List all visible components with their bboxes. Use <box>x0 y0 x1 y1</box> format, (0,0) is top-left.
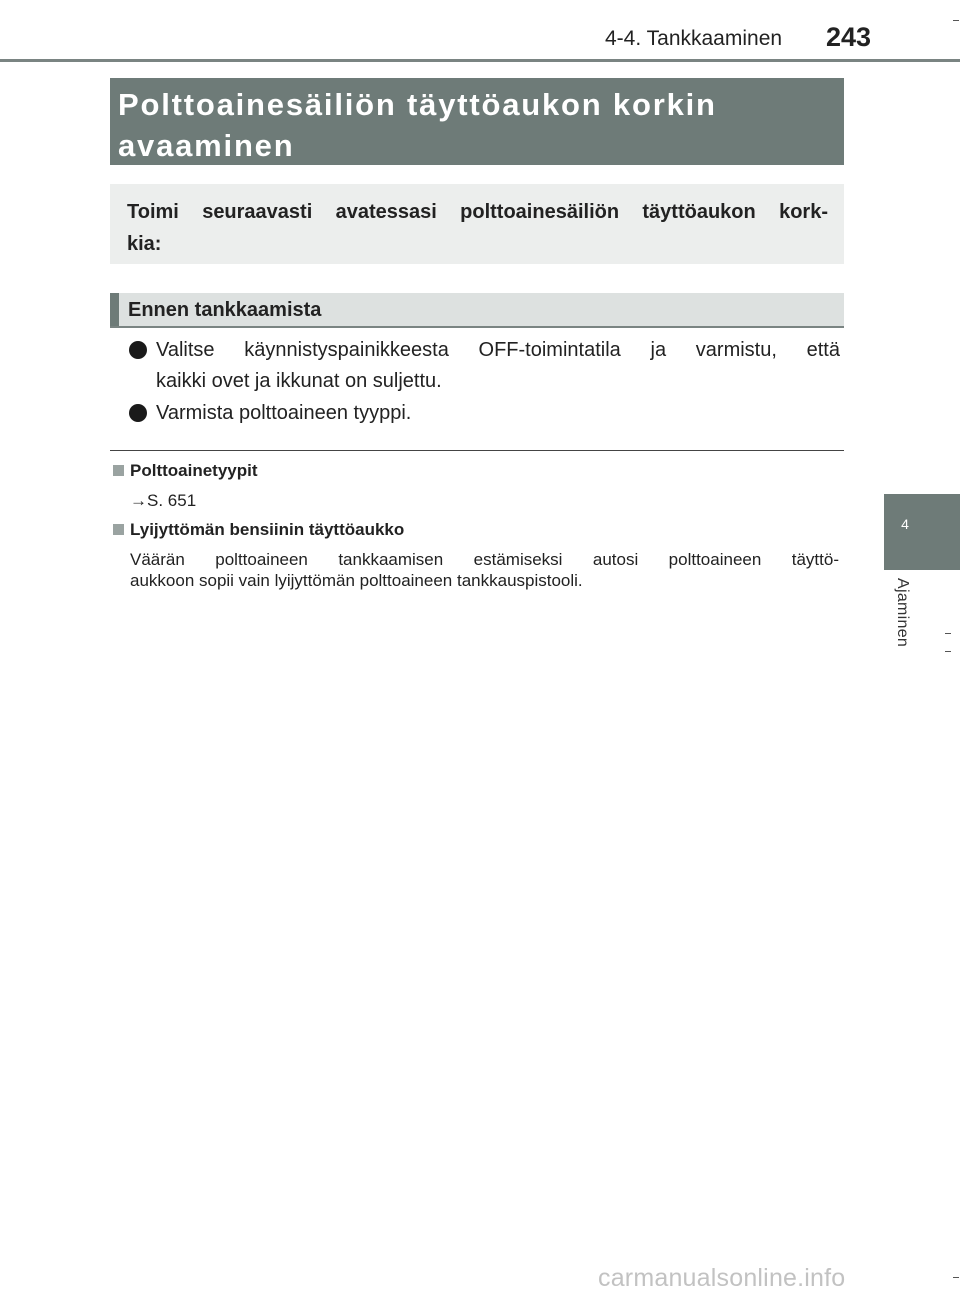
note-1-heading: Polttoainetyypit <box>130 461 258 480</box>
note-2-body-line-1: Väärän polttoaineen tankkaamisen estämiseksi autosi polttoaineen täyttö- <box>130 550 839 569</box>
section-title-line-1: Polttoainesäiliön täyttöaukon korkin <box>118 87 717 122</box>
bullet-1-line-1: Valitse käynnistyspainikkeesta OFF-toimintatila ja varmistu, että <box>156 339 840 361</box>
intro-line-1: Toimi seuraavasti avatessasi polttoainesäiliön täyttöaukon kork- <box>127 201 828 223</box>
bullet-2-line-1: Varmista polttoaineen tyyppi. <box>156 402 412 424</box>
bullet-1-line-2: kaikki ovet ja ikkunat on suljettu. <box>156 370 442 392</box>
intro-band <box>110 184 844 264</box>
crop-mark <box>945 633 951 634</box>
header-section-title: 4-4. Tankkaaminen <box>605 27 783 50</box>
note-2-heading: Lyijyttömän bensiinin täyttöaukko <box>130 520 405 539</box>
chapter-label-text: Ajaminen <box>894 578 911 648</box>
footer-watermark: carmanualsonline.info <box>598 1264 846 1292</box>
crop-mark <box>953 1277 959 1278</box>
chapter-tab <box>884 494 960 570</box>
chapter-tab-number: 4 <box>901 516 909 532</box>
bullet-dot-icon <box>129 404 147 422</box>
page-number: 243 <box>826 22 872 52</box>
note-square-icon <box>113 524 124 535</box>
bullet-dot-icon <box>129 341 147 359</box>
section-divider <box>110 450 844 451</box>
subsection-heading-text: Ennen tankkaamista <box>128 299 322 321</box>
note-square-icon <box>113 465 124 476</box>
section-title-band <box>110 78 844 165</box>
crop-mark <box>953 20 959 21</box>
subsection-heading <box>110 293 844 328</box>
intro-line-2: kia: <box>127 233 162 255</box>
chapter-label <box>893 578 917 668</box>
header-rule <box>0 59 960 62</box>
note-1-reference: →S. 651 <box>130 491 197 510</box>
crop-mark <box>945 651 951 652</box>
note-2-body-line-2: aukkoon sopii vain lyijyttömän polttoaineen tankkauspistooli. <box>130 571 583 590</box>
section-title-line-2: avaaminen <box>118 128 295 163</box>
subsection-heading-marker <box>110 293 119 326</box>
